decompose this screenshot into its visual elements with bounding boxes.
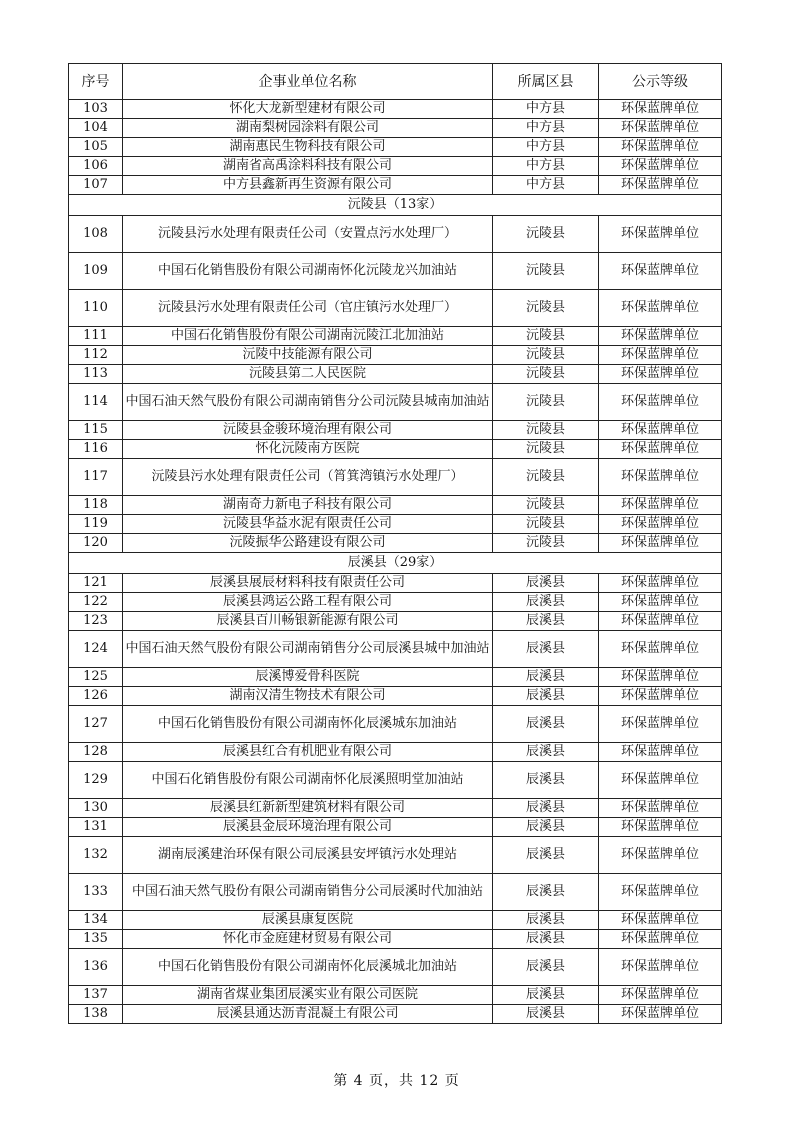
cell-district: 辰溪县 (493, 687, 599, 706)
cell-district: 沅陵县 (493, 534, 599, 553)
cell-row-number: 118 (69, 496, 123, 515)
cell-unit-name: 沅陵县华益水泥有限责任公司 (123, 515, 493, 534)
cell-row-number: 115 (69, 421, 123, 440)
cell-district: 中方县 (493, 138, 599, 157)
cell-level: 环保蓝牌单位 (599, 706, 722, 743)
cell-level: 环保蓝牌单位 (599, 574, 722, 593)
cell-row-number: 128 (69, 743, 123, 762)
table-row (69, 176, 722, 195)
cell-level: 环保蓝牌单位 (599, 384, 722, 421)
cell-level: 环保蓝牌单位 (599, 119, 722, 138)
cell-row-number: 112 (69, 346, 123, 365)
cell-unit-name: 辰溪县通达沥青混凝土有限公司 (123, 1005, 493, 1024)
enterprise-table (68, 63, 722, 1024)
table-row (69, 290, 722, 327)
cell-district: 辰溪县 (493, 743, 599, 762)
cell-district: 中方县 (493, 100, 599, 119)
table-row (69, 365, 722, 384)
table-row (69, 515, 722, 534)
cell-level: 环保蓝牌单位 (599, 762, 722, 799)
cell-row-number: 116 (69, 440, 123, 459)
header-district: 所属区县 (493, 64, 599, 100)
cell-row-number: 105 (69, 138, 123, 157)
cell-unit-name: 湖南汉清生物技术有限公司 (123, 687, 493, 706)
cell-level: 环保蓝牌单位 (599, 687, 722, 706)
cell-unit-name: 中方县鑫新再生资源有限公司 (123, 176, 493, 195)
table-row (69, 346, 722, 365)
table-row (69, 384, 722, 421)
cell-unit-name: 中国石油天然气股份有限公司湖南销售分公司沅陵县城南加油站 (123, 384, 493, 421)
table-row (69, 930, 722, 949)
cell-unit-name: 怀化市金庭建材贸易有限公司 (123, 930, 493, 949)
cell-unit-name: 中国石化销售股份有限公司湖南怀化辰溪城东加油站 (123, 706, 493, 743)
cell-district: 辰溪县 (493, 799, 599, 818)
table-row (69, 668, 722, 687)
cell-district: 沅陵县 (493, 459, 599, 496)
cell-unit-name: 湖南省高禹涂料科技有限公司 (123, 157, 493, 176)
table-row (69, 593, 722, 612)
cell-district: 辰溪县 (493, 911, 599, 930)
table-row (69, 216, 722, 253)
cell-district: 辰溪县 (493, 930, 599, 949)
cell-level: 环保蓝牌单位 (599, 216, 722, 253)
cell-unit-name: 沅陵中技能源有限公司 (123, 346, 493, 365)
table-header-row (69, 64, 722, 100)
cell-district: 沅陵县 (493, 290, 599, 327)
cell-unit-name: 怀化大龙新型建材有限公司 (123, 100, 493, 119)
cell-district: 辰溪县 (493, 631, 599, 668)
table-row (69, 612, 722, 631)
cell-row-number: 117 (69, 459, 123, 496)
cell-row-number: 120 (69, 534, 123, 553)
cell-level: 环保蓝牌单位 (599, 874, 722, 911)
table-row (69, 100, 722, 119)
table-row (69, 687, 722, 706)
cell-level: 环保蓝牌单位 (599, 837, 722, 874)
cell-row-number: 127 (69, 706, 123, 743)
cell-level: 环保蓝牌单位 (599, 421, 722, 440)
cell-unit-name: 沅陵县第二人民医院 (123, 365, 493, 384)
table-row (69, 421, 722, 440)
cell-level: 环保蓝牌单位 (599, 631, 722, 668)
cell-level: 环保蓝牌单位 (599, 176, 722, 195)
table-row (69, 949, 722, 986)
cell-row-number: 114 (69, 384, 123, 421)
cell-level: 环保蓝牌单位 (599, 593, 722, 612)
cell-unit-name: 中国石化销售股份有限公司湖南怀化辰溪城北加油站 (123, 949, 493, 986)
cell-level: 环保蓝牌单位 (599, 612, 722, 631)
table-row (69, 496, 722, 515)
cell-level: 环保蓝牌单位 (599, 346, 722, 365)
header-number: 序号 (69, 64, 123, 100)
cell-unit-name: 湖南梨树园涂料有限公司 (123, 119, 493, 138)
cell-level: 环保蓝牌单位 (599, 799, 722, 818)
cell-district: 辰溪县 (493, 668, 599, 687)
cell-unit-name: 中国石化销售股份有限公司湖南怀化沅陵龙兴加油站 (123, 253, 493, 290)
cell-district: 辰溪县 (493, 837, 599, 874)
table-row (69, 157, 722, 176)
cell-district: 中方县 (493, 119, 599, 138)
cell-unit-name: 沅陵县污水处理有限责任公司（筲箕湾镇污水处理厂） (123, 459, 493, 496)
cell-district: 辰溪县 (493, 612, 599, 631)
cell-row-number: 121 (69, 574, 123, 593)
cell-district: 沅陵县 (493, 421, 599, 440)
cell-row-number: 119 (69, 515, 123, 534)
cell-level: 环保蓝牌单位 (599, 668, 722, 687)
cell-row-number: 126 (69, 687, 123, 706)
cell-level: 环保蓝牌单位 (599, 459, 722, 496)
cell-district: 辰溪县 (493, 1005, 599, 1024)
cell-district: 沅陵县 (493, 327, 599, 346)
cell-level: 环保蓝牌单位 (599, 327, 722, 346)
cell-row-number: 123 (69, 612, 123, 631)
page-number-footer: 第 4 页，共 12 页 (333, 1073, 460, 1089)
cell-district: 沅陵县 (493, 496, 599, 515)
cell-district: 辰溪县 (493, 949, 599, 986)
header-level: 公示等级 (599, 64, 722, 100)
cell-unit-name: 辰溪博爱骨科医院 (123, 668, 493, 687)
cell-district: 辰溪县 (493, 706, 599, 743)
cell-unit-name: 辰溪县鸿运公路工程有限公司 (123, 593, 493, 612)
cell-district: 沅陵县 (493, 253, 599, 290)
cell-row-number: 132 (69, 837, 123, 874)
cell-district: 辰溪县 (493, 574, 599, 593)
table-row (69, 631, 722, 668)
cell-unit-name: 辰溪县金辰环境治理有限公司 (123, 818, 493, 837)
cell-district: 辰溪县 (493, 874, 599, 911)
cell-unit-name: 中国石油天然气股份有限公司湖南销售分公司辰溪时代加油站 (123, 874, 493, 911)
cell-level: 环保蓝牌单位 (599, 743, 722, 762)
cell-unit-name: 中国石油天然气股份有限公司湖南销售分公司辰溪县城中加油站 (123, 631, 493, 668)
table-row (69, 706, 722, 743)
cell-row-number: 109 (69, 253, 123, 290)
cell-row-number: 110 (69, 290, 123, 327)
cell-level: 环保蓝牌单位 (599, 365, 722, 384)
cell-unit-name: 辰溪县康复医院 (123, 911, 493, 930)
cell-district: 沅陵县 (493, 216, 599, 253)
table-row (69, 459, 722, 496)
cell-level: 环保蓝牌单位 (599, 818, 722, 837)
table-row (69, 837, 722, 874)
cell-row-number: 107 (69, 176, 123, 195)
cell-unit-name: 湖南辰溪建治环保有限公司辰溪县安坪镇污水处理站 (123, 837, 493, 874)
cell-row-number: 133 (69, 874, 123, 911)
table-row (69, 818, 722, 837)
cell-row-number: 129 (69, 762, 123, 799)
cell-row-number: 137 (69, 986, 123, 1005)
cell-row-number: 125 (69, 668, 123, 687)
cell-level: 环保蓝牌单位 (599, 930, 722, 949)
table-row (69, 327, 722, 346)
cell-row-number: 113 (69, 365, 123, 384)
cell-district: 中方县 (493, 176, 599, 195)
table-row (69, 534, 722, 553)
cell-district: 沅陵县 (493, 346, 599, 365)
cell-unit-name: 湖南惠民生物科技有限公司 (123, 138, 493, 157)
cell-row-number: 103 (69, 100, 123, 119)
cell-row-number: 135 (69, 930, 123, 949)
table-row (69, 911, 722, 930)
cell-row-number: 124 (69, 631, 123, 668)
cell-level: 环保蓝牌单位 (599, 157, 722, 176)
cell-row-number: 122 (69, 593, 123, 612)
table-body (69, 100, 722, 1024)
cell-row-number: 131 (69, 818, 123, 837)
cell-unit-name: 怀化沅陵南方医院 (123, 440, 493, 459)
table-row (69, 799, 722, 818)
table-row (69, 119, 722, 138)
cell-unit-name: 辰溪县红新新型建筑材料有限公司 (123, 799, 493, 818)
cell-unit-name: 沅陵县污水处理有限责任公司（官庄镇污水处理厂） (123, 290, 493, 327)
cell-level: 环保蓝牌单位 (599, 253, 722, 290)
cell-unit-name: 中国石化销售股份有限公司湖南怀化辰溪照明堂加油站 (123, 762, 493, 799)
cell-district: 沅陵县 (493, 384, 599, 421)
table-row (69, 762, 722, 799)
cell-level: 环保蓝牌单位 (599, 911, 722, 930)
cell-district: 沅陵县 (493, 515, 599, 534)
header-unit-name: 企事业单位名称 (123, 64, 493, 100)
table-row (69, 986, 722, 1005)
table-row (69, 874, 722, 911)
cell-unit-name: 中国石化销售股份有限公司湖南沅陵江北加油站 (123, 327, 493, 346)
cell-level: 环保蓝牌单位 (599, 515, 722, 534)
cell-level: 环保蓝牌单位 (599, 100, 722, 119)
cell-unit-name: 辰溪县百川畅银新能源有限公司 (123, 612, 493, 631)
table-row (69, 253, 722, 290)
cell-level: 环保蓝牌单位 (599, 1005, 722, 1024)
cell-row-number: 130 (69, 799, 123, 818)
district-group-row (69, 195, 722, 216)
cell-district: 辰溪县 (493, 986, 599, 1005)
cell-unit-name: 沅陵县污水处理有限责任公司（安置点污水处理厂） (123, 216, 493, 253)
table-row (69, 743, 722, 762)
cell-row-number: 108 (69, 216, 123, 253)
cell-level: 环保蓝牌单位 (599, 949, 722, 986)
cell-level: 环保蓝牌单位 (599, 290, 722, 327)
table-row (69, 440, 722, 459)
cell-unit-name: 沅陵县金骏环境治理有限公司 (123, 421, 493, 440)
cell-row-number: 106 (69, 157, 123, 176)
cell-unit-name: 沅陵振华公路建设有限公司 (123, 534, 493, 553)
cell-district: 沅陵县 (493, 440, 599, 459)
table-row (69, 1005, 722, 1024)
cell-row-number: 104 (69, 119, 123, 138)
cell-unit-name: 辰溪县展辰材料科技有限责任公司 (123, 574, 493, 593)
table-row (69, 138, 722, 157)
cell-level: 环保蓝牌单位 (599, 986, 722, 1005)
cell-row-number: 134 (69, 911, 123, 930)
cell-level: 环保蓝牌单位 (599, 496, 722, 515)
district-group-label: 沅陵县（13家） (69, 195, 722, 216)
cell-unit-name: 湖南省煤业集团辰溪实业有限公司医院 (123, 986, 493, 1005)
district-group-label: 辰溪县（29家） (69, 553, 722, 574)
cell-level: 环保蓝牌单位 (599, 138, 722, 157)
cell-level: 环保蓝牌单位 (599, 440, 722, 459)
table-row (69, 574, 722, 593)
cell-district: 辰溪县 (493, 762, 599, 799)
cell-unit-name: 湖南奇力新电子科技有限公司 (123, 496, 493, 515)
cell-level: 环保蓝牌单位 (599, 534, 722, 553)
cell-district: 辰溪县 (493, 593, 599, 612)
cell-row-number: 136 (69, 949, 123, 986)
cell-district: 辰溪县 (493, 818, 599, 837)
cell-district: 沅陵县 (493, 365, 599, 384)
cell-row-number: 138 (69, 1005, 123, 1024)
district-group-row (69, 553, 722, 574)
cell-unit-name: 辰溪县红合有机肥业有限公司 (123, 743, 493, 762)
cell-row-number: 111 (69, 327, 123, 346)
cell-district: 中方县 (493, 157, 599, 176)
